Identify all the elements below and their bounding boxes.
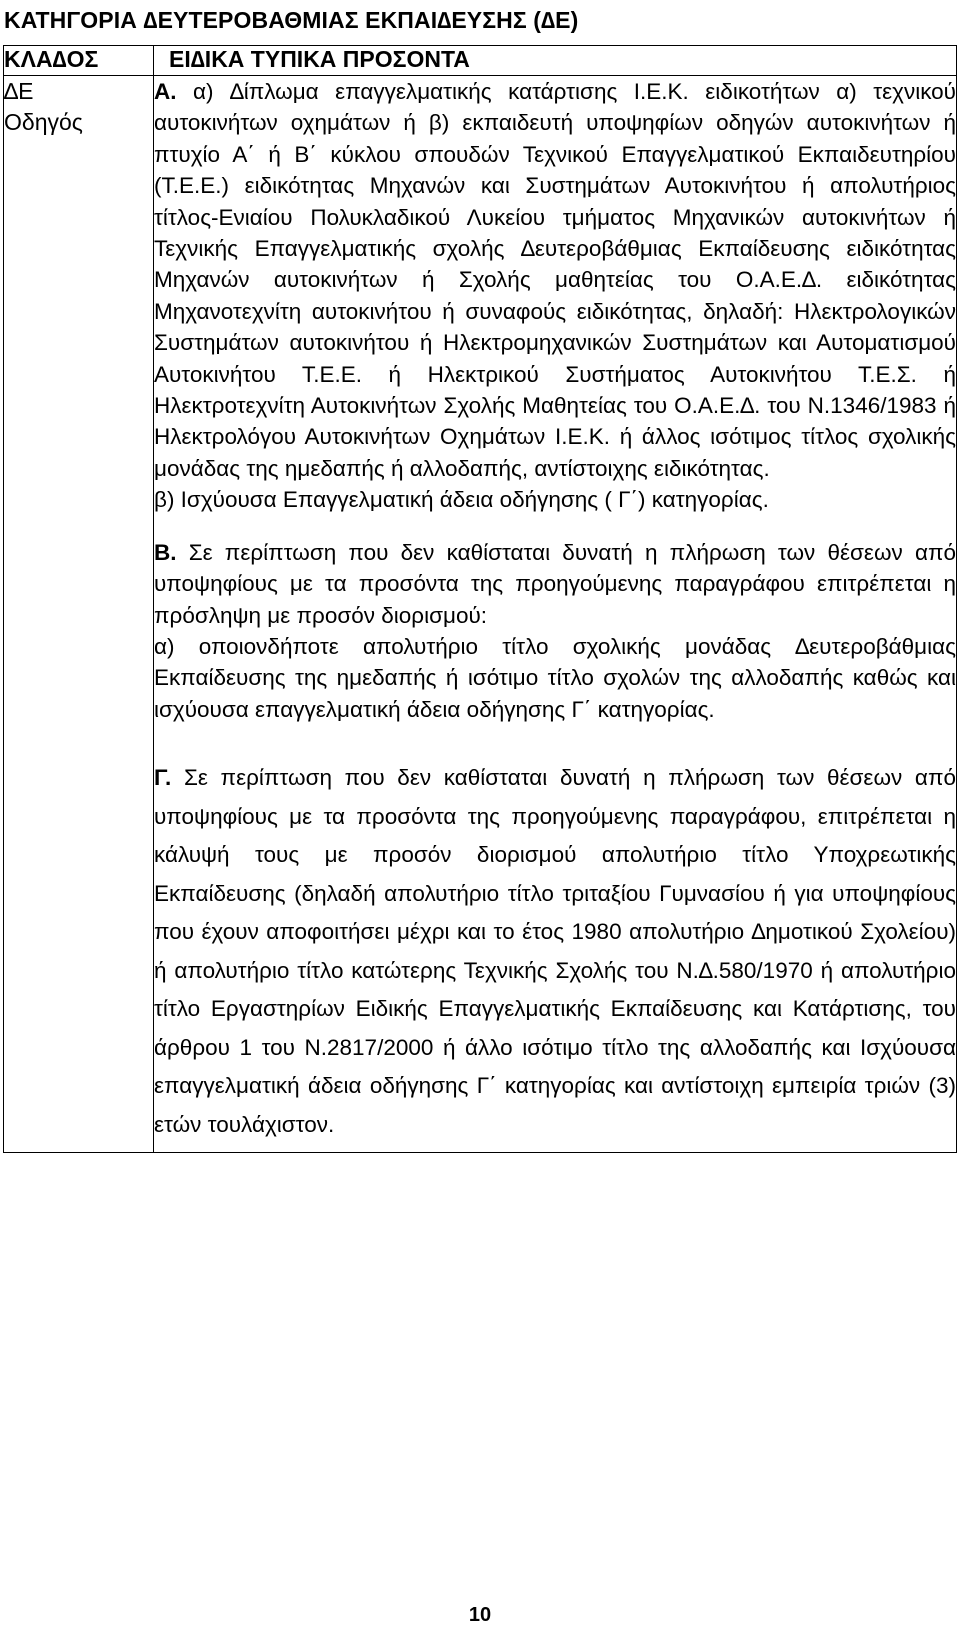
section-c: [154, 759, 956, 1152]
table-header-row: [4, 46, 957, 76]
klados-title: Οδηγός: [4, 109, 83, 135]
section-a-text-2: β) Ισχύουσα Επαγγελματική άδεια οδήγησης ( Γ΄) κατηγορίας.: [154, 487, 769, 513]
page-number: 10: [468, 1604, 492, 1626]
qualifications-table: [3, 45, 957, 1153]
requirements-cell: [154, 76, 957, 1153]
section-b-text-1: Σε περίπτωση που δεν καθίσταται δυνατή η πλήρωση των θέσεων από υποψηφίους με τα προσόντα της προηγούμενης παραγράφου επιτρέπεται η πρόσληψη με προσόν διορισμού:: [154, 539, 956, 628]
klados-cell: [4, 76, 154, 1153]
section-a: [154, 76, 956, 516]
section-c-text: Σε περίπτωση που δεν καθίσταται δυνατή η πλήρωση των θέσεων από υποψηφίους με τα προσόντα της προηγούμενης παραγράφου, επιτρέπεται η κάλυψή τους με προσόν διορισμού απολυτήριο τίτλο Υποχρεωτικής Εκπαίδευσης (δηλαδή απολυτήριο τίτλο τριταξίου Γυμνασίου ή για υποψηφίους που έχουν αποφοιτήσει μέχρι και το έτος 1980 απολυτήριο ∆ημοτικού Σχολείου) ή απολυτήριο τίτλο κατώτερης Τεχνικής Σχολής του Ν.∆.580/1970 ή απολυτήριο τίτλο Εργαστηρίων Ειδικής Επαγγελματικής Εκπαίδευσης και Κατάρτισης, του άρθρου 1 του Ν.2817/2000 ή άλλο ισότιμο τίτλο της αλλοδαπής και Ισχύουσα επαγγελματική άδεια οδήγησης Γ΄ κατηγορίας και αντίστοιχη εμπειρία τριών (3) ετών τουλάχιστον.: [154, 765, 956, 1137]
table-row: [4, 76, 957, 1153]
section-a-text-1: α) ∆ίπλωμα επαγγελματικής κατάρτισης Ι.Ε.Κ. ειδικοτήτων α) τεχνικού αυτοκινήτων οχημάτων ή β) εκπαιδευτή υποψηφίων οδηγών αυτοκινήτων ή πτυχίο Α΄ ή Β΄ κύκλου σπουδών Τεχνικού Επαγγελματικού Εκπαιδευτηρίου (Τ.Ε.Ε.) ειδικότητας Μηχανών και Συστημάτων Αυτοκινήτου ή απολυτήριος τίτλος-Ενιαίου Πολυκλαδικού Λυκείου τμήματος Μηχανικών αυτοκινήτων ή Τεχνικής Επαγγελματικής σχολής ∆ευτεροβάθμιας Εκπαίδευσης ειδικότητας Μηχανών αυτοκινήτων ή Σχολής μαθητείας του Ο.Α.Ε.∆. ειδικότητας Μηχανοτεχνίτη αυτοκινήτου ή συναφούς ειδικότητας, δηλαδή: Ηλεκτρολογικών Συστημάτων αυτοκινήτου ή Ηλεκτρομηχανικών Συστημάτων και Αυτοματισμού Αυτοκινήτου Τ.Ε.Ε. ή Ηλεκτρικού Συστήματος Αυτοκινήτου Τ.Ε.Σ. ή Ηλεκτροτεχνίτη Αυτοκινήτων Σχολής Μαθητείας του Ο.Α.Ε.∆. του Ν.1346/1983 ή Ηλεκτρολόγου Αυτοκινήτων Οχημάτων Ι.Ε.Κ. ή άλλος ισότιμος τίτλος σχολικής μονάδας της ημεδαπής ή αλλοδαπής, αντίστοιχης ειδικότητας.: [154, 79, 956, 481]
klados-code: ∆Ε: [4, 78, 34, 104]
header-klados: ΚΛΑ∆ΟΣ: [4, 46, 154, 76]
header-prosonta: ΕΙ∆ΙΚΑ ΤΥΠΙΚΑ ΠΡΟΣΟΝΤΑ: [154, 46, 957, 76]
section-b-label: Β.: [154, 539, 177, 565]
section-b: [154, 537, 956, 725]
section-c-label: Γ.: [154, 765, 172, 791]
section-b-text-2: α) οποιονδήποτε απολυτήριο τίτλο σχολικής μονάδας ∆ευτεροβάθμιας Εκπαίδευσης της ημεδαπής ή ισότιμο τίτλο σχολών της αλλοδαπής καθώς και ισχύουσα επαγγελματική άδεια οδήγησης Γ΄ κατηγορίας.: [154, 633, 956, 722]
section-a-label: Α.: [154, 79, 177, 104]
category-heading: ΚΑΤΗΓΟΡΙΑ ∆ΕΥΤΕΡΟΒΑΘΜΙΑΣ ΕΚΠΑΙ∆ΕΥΣΗΣ (∆Ε): [4, 7, 579, 33]
